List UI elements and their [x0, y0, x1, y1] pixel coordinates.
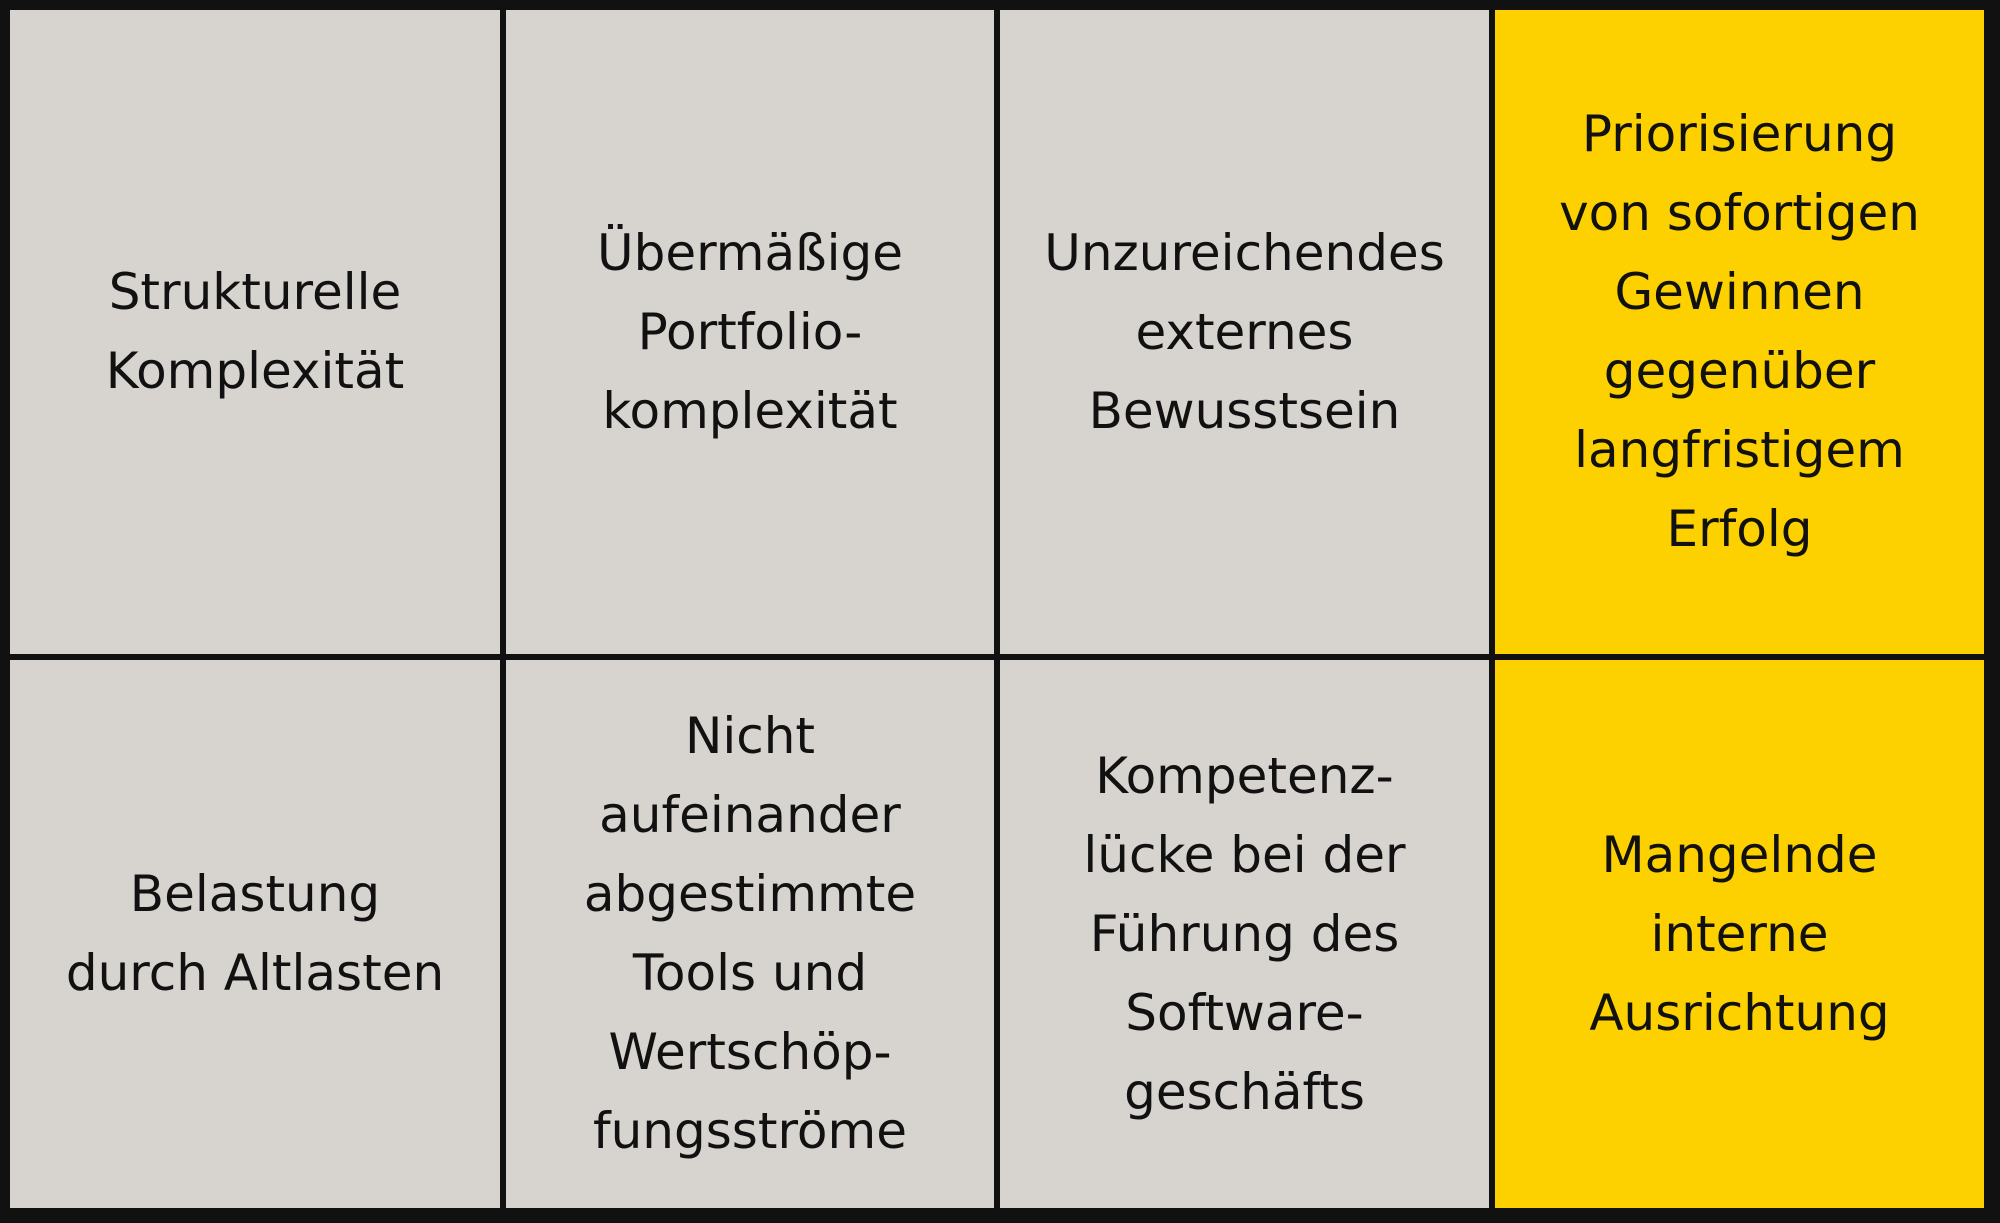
cell-label: Nicht aufeinander abgestimmte Tools und Wertschöp- fungsströme [583, 707, 917, 1160]
cell-label: Kompetenz- lücke bei der Führung des Software- geschäfts [1083, 746, 1406, 1121]
cell-label: Übermäßige Portfolio- komplexität [596, 223, 903, 440]
cell-legacy-burden [10, 660, 500, 1208]
cell-structural-complexity [10, 10, 500, 654]
cell-label: Belastung durch Altlasten [65, 865, 445, 1002]
cell-label: Mangelnde interne Ausrichtung [1589, 825, 1890, 1042]
cell-label: Unzureichendes externes Bewusstsein [1044, 223, 1445, 440]
cell-internal-alignment [1495, 660, 1984, 1208]
cell-short-term-prioritization [1495, 10, 1984, 654]
cell-label: Priorisierung von sofortigen Gewinnen gegenüber langfristigem Erfolg [1559, 105, 1920, 558]
cell-portfolio-complexity [506, 10, 994, 654]
cell-misaligned-tools [506, 660, 994, 1208]
cell-competence-gap [1000, 660, 1489, 1208]
cell-label: Strukturelle Komplexität [105, 263, 405, 400]
cell-external-awareness [1000, 10, 1489, 654]
